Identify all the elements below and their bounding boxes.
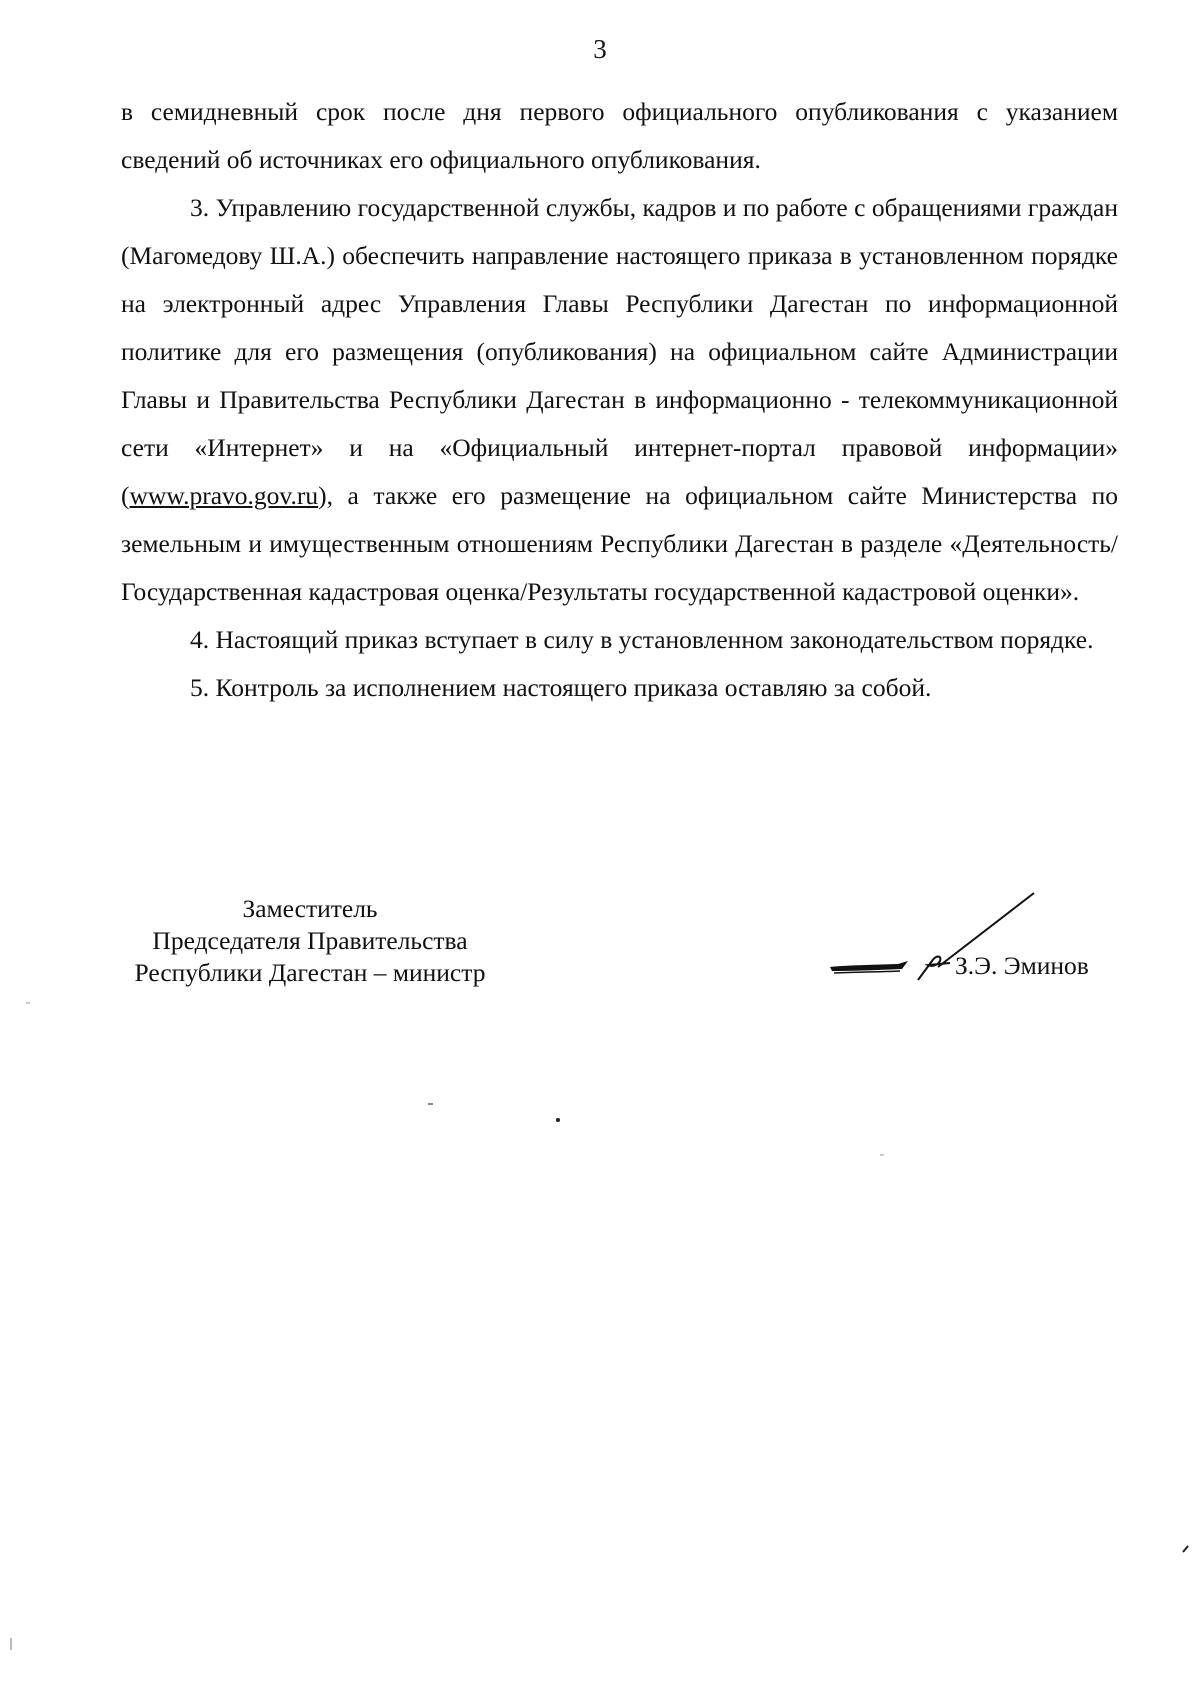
position-line-2: Председателя Правительства [152,926,468,955]
paragraph-item-4: 4. Настоящий приказ вступает в силу в установленном законодательством порядке. [190,625,1094,654]
position-line-3: Республики Дагестан – министр [134,958,486,987]
paragraph-item-5: 5. Контроль за исполнением настоящего приказа оставляю за собой. [190,673,932,702]
page-number: 3 [593,34,607,64]
signer-name: З.Э. Эминов [955,951,1089,980]
paragraph-item-3-text-end: ), а также его размещение на официальном сайте Министерства по земельным и имущественным отношениям Республики Дагестан в разделе «Деятельность/Государственная кадастровая оценка/Результаты государственной кадастровой оценки». [121,481,1118,606]
paragraph-item-3-text-start: 3. Управлению государственной службы, кадров и по работе с обращениями граждан (Магомедову Ш.А.) обеспечить направление настоящего приказа в установленном порядке на электронный адрес Управления Главы Республики Дагестан по информационной политике для его размещения (опубликования) на официальном сайте Администрации Главы и Правительства Республики Дагестан в информационно - телекоммуникационной сети «Интернет» и на «Официальный интернет-портал правовой информации» ( [121,193,1118,510]
pravo-link[interactable]: www.pravo.gov.ru [129,481,319,510]
paragraph-continuation: в семидневный срок после дня первого официального опубликования с указанием сведений об источниках его официального опубликования. [121,97,1118,174]
position-line-1: Заместитель [242,894,378,923]
